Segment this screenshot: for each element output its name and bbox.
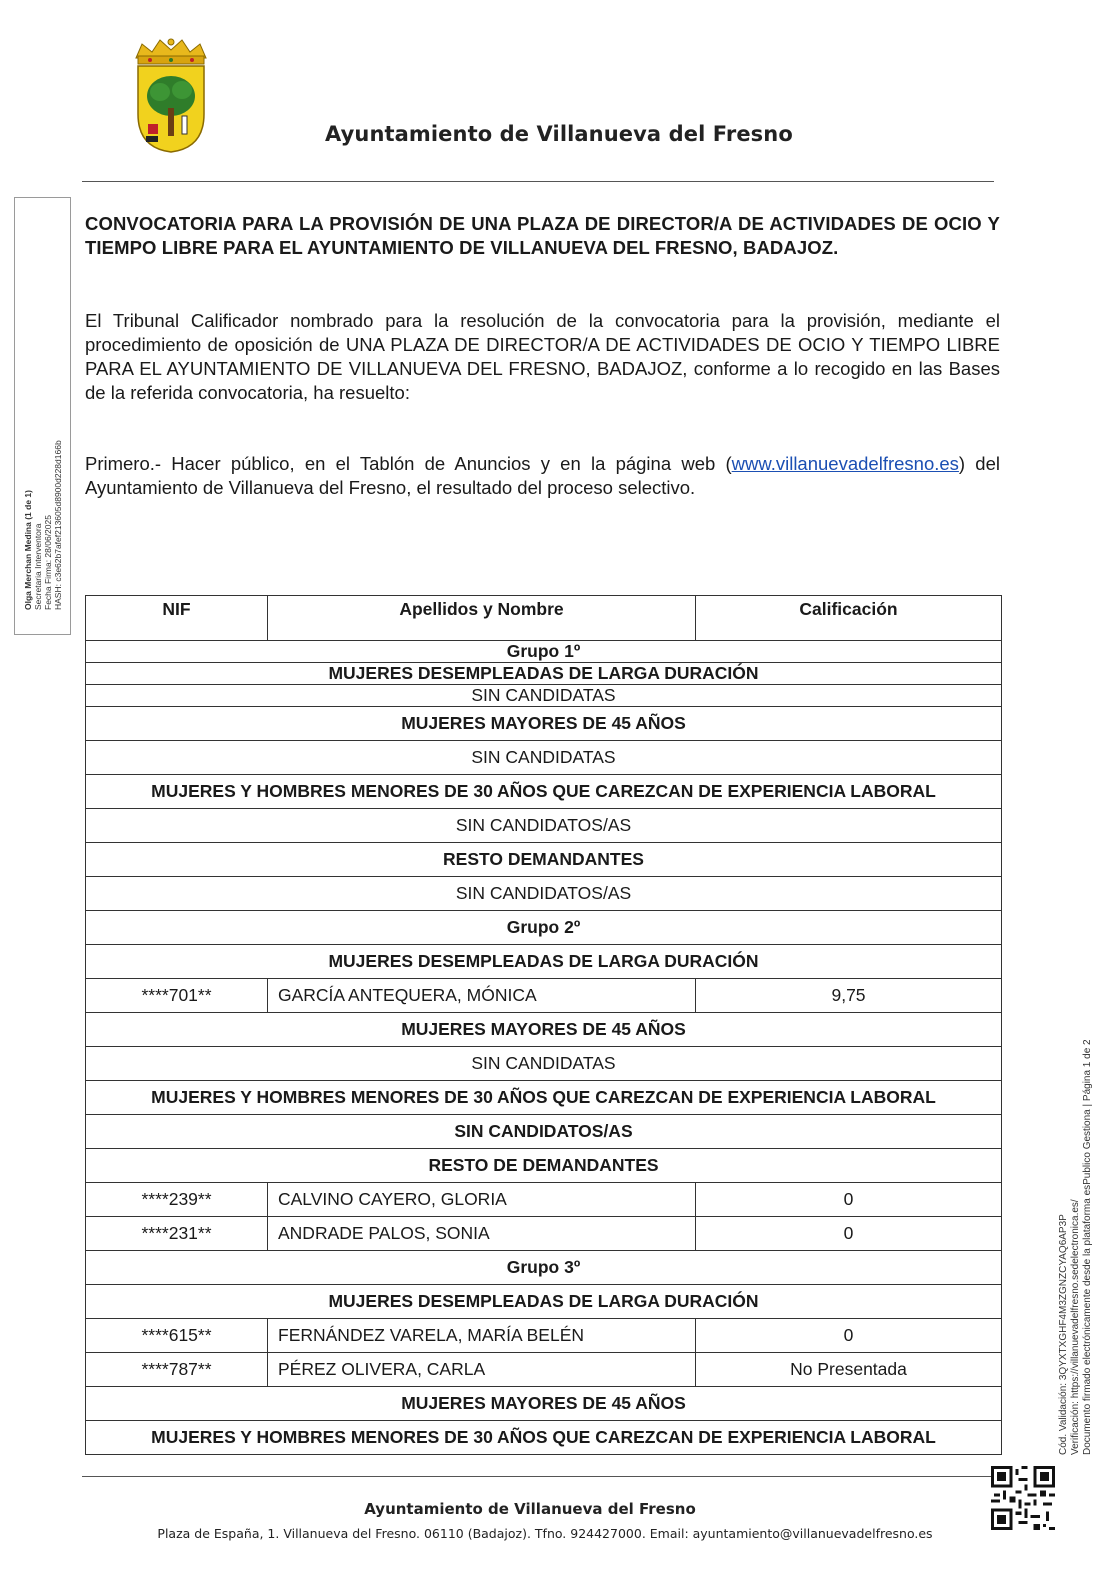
table-row	[86, 685, 1002, 707]
header-name: Apellidos y Nombre	[268, 596, 696, 641]
document-title: CONVOCATORIA PARA LA PROVISIÓN DE UNA PLAZA DE DIRECTOR/A DE ACTIVIDADES DE OCIO Y TIEMPO LIBRE PARA EL AYUNTAMIENTO DE VILLANUEVA DEL FRESNO, BADAJOZ.	[85, 213, 1000, 258]
signature-date: Fecha Firma: 28/06/2025	[43, 515, 53, 610]
category-title: MUJERES Y HOMBRES MENORES DE 30 AÑOS QUE CAREZCAN DE EXPERIENCIA LABORAL	[86, 775, 1002, 809]
verification-info	[1058, 975, 1094, 1455]
category-title: MUJERES MAYORES DE 45 AÑOS	[86, 1387, 1002, 1421]
category-title: MUJERES DESEMPLEADAS DE LARGA DURACIÓN	[86, 1285, 1002, 1319]
signature-info	[23, 310, 63, 610]
table-row	[86, 945, 1002, 979]
footer-address: Plaza de España, 1. Villanueva del Fresno. 06110 (Badajoz). Tfno. 924427000. Email: ayuntamiento@villanuevadelfresno.es	[157, 1526, 933, 1541]
table-row	[86, 1251, 1002, 1285]
table-row	[86, 1353, 1002, 1387]
table-row	[86, 775, 1002, 809]
table-row	[86, 1319, 1002, 1353]
category-title: RESTO DE DEMANDANTES	[86, 1149, 1002, 1183]
candidate-score: 0	[696, 1319, 1002, 1353]
table-row	[86, 843, 1002, 877]
no-candidates: SIN CANDIDATOS/AS	[86, 877, 1002, 911]
table-row	[86, 663, 1002, 685]
no-candidates: SIN CANDIDATAS	[86, 1047, 1002, 1081]
table-row	[86, 809, 1002, 843]
group-title: Grupo 1º	[86, 641, 1002, 663]
table-row	[86, 911, 1002, 945]
no-candidates: SIN CANDIDATAS	[86, 741, 1002, 775]
signature-hash: HASH: c3e62b7afef213605d8900d228d166b	[53, 440, 63, 610]
validation-code: Cód. Validación: 3QYXTXGHF4M3ZGNZCYAQ6AP3P	[1058, 1214, 1069, 1455]
category-title: MUJERES DESEMPLEADAS DE LARGA DURACIÓN	[86, 945, 1002, 979]
table-row	[86, 1149, 1002, 1183]
candidate-score: 0	[696, 1183, 1002, 1217]
candidate-score: No Presentada	[696, 1353, 1002, 1387]
table-row	[86, 877, 1002, 911]
qr-code-icon	[990, 1466, 1056, 1530]
verification-url: Verificación: https://villanuevadelfresno.sedelectronica.es/	[1070, 1199, 1081, 1455]
header-nif: NIF	[86, 596, 268, 641]
group-title: Grupo 3º	[86, 1251, 1002, 1285]
category-title: MUJERES MAYORES DE 45 AÑOS	[86, 707, 1002, 741]
table-row	[86, 1081, 1002, 1115]
signer-name: Olga Merchan Medina (1 de 1)	[23, 490, 33, 610]
candidate-name: FERNÁNDEZ VARELA, MARÍA BELÉN	[268, 1319, 696, 1353]
no-candidates: SIN CANDIDATOS/AS	[86, 809, 1002, 843]
candidate-score: 0	[696, 1217, 1002, 1251]
table-row	[86, 979, 1002, 1013]
candidate-nif: ****231**	[86, 1217, 268, 1251]
category-title: MUJERES MAYORES DE 45 AÑOS	[86, 1013, 1002, 1047]
candidate-name: PÉREZ OLIVERA, CARLA	[268, 1353, 696, 1387]
primero-text-before: Primero.- Hacer público, en el Tablón de Anuncios y en la página web (	[85, 453, 732, 474]
header-score: Calificación	[696, 596, 1002, 641]
paragraph-intro: El Tribunal Calificador nombrado para la resolución de la convocatoria para la provisión, mediante el procedimiento de oposición de UNA PLAZA DE DIRECTOR/A DE ACTIVIDADES DE OCIO Y TIEMPO LIBRE PARA EL AYUNTAMIENTO DE VILLANUEVA DEL FRESNO, BADAJOZ, conforme a lo recogido en las Bases de la referida convocatoria, ha resuelto:	[85, 310, 1000, 403]
table-row	[86, 1183, 1002, 1217]
platform-page-info: Documento firmado electrónicamente desde la plataforma esPublico Gestiona | Página 1 de 2	[1082, 1039, 1093, 1455]
primero-text-after: ) del Ayuntamiento de Villanueva del Fresno, el resultado del proceso selectivo.	[85, 453, 1000, 498]
candidate-nif: ****239**	[86, 1183, 268, 1217]
table-row	[86, 1387, 1002, 1421]
no-candidates: SIN CANDIDATAS	[86, 685, 1002, 707]
group-title: Grupo 2º	[86, 911, 1002, 945]
signer-role: Secretaria Interventora	[33, 523, 43, 610]
category-title: MUJERES Y HOMBRES MENORES DE 30 AÑOS QUE CAREZCAN DE EXPERIENCIA LABORAL	[86, 1081, 1002, 1115]
no-candidates: SIN CANDIDATOS/AS	[86, 1115, 1002, 1149]
table-row	[86, 707, 1002, 741]
category-title: RESTO DEMANDANTES	[86, 843, 1002, 877]
table-row	[86, 1047, 1002, 1081]
table-row	[86, 1013, 1002, 1047]
category-title: MUJERES DESEMPLEADAS DE LARGA DURACIÓN	[86, 663, 1002, 685]
website-link[interactable]: www.villanuevadelfresno.es	[731, 453, 959, 474]
category-title: MUJERES Y HOMBRES MENORES DE 30 AÑOS QUE CAREZCAN DE EXPERIENCIA LABORAL	[86, 1421, 1002, 1455]
table-row	[86, 1115, 1002, 1149]
header-title: Ayuntamiento de Villanueva del Fresno	[325, 122, 793, 146]
table-row	[86, 1217, 1002, 1251]
table-row	[86, 641, 1002, 663]
candidate-nif: ****701**	[86, 979, 268, 1013]
candidate-name: GARCÍA ANTEQUERA, MÓNICA	[268, 979, 696, 1013]
candidate-name: CALVINO CAYERO, GLORIA	[268, 1183, 696, 1217]
coat-of-arms-logo	[128, 36, 214, 156]
header-divider	[82, 181, 994, 182]
paragraph-primero	[85, 452, 1000, 500]
footer-divider	[82, 1476, 994, 1477]
footer-title: Ayuntamiento de Villanueva del Fresno	[364, 1500, 696, 1518]
table-row	[86, 1421, 1002, 1455]
table-row	[86, 1285, 1002, 1319]
table-header-row	[86, 596, 1002, 641]
candidate-name: ANDRADE PALOS, SONIA	[268, 1217, 696, 1251]
candidate-score: 9,75	[696, 979, 1002, 1013]
results-table	[85, 595, 1002, 1455]
candidate-nif: ****615**	[86, 1319, 268, 1353]
candidate-nif: ****787**	[86, 1353, 268, 1387]
table-row	[86, 741, 1002, 775]
